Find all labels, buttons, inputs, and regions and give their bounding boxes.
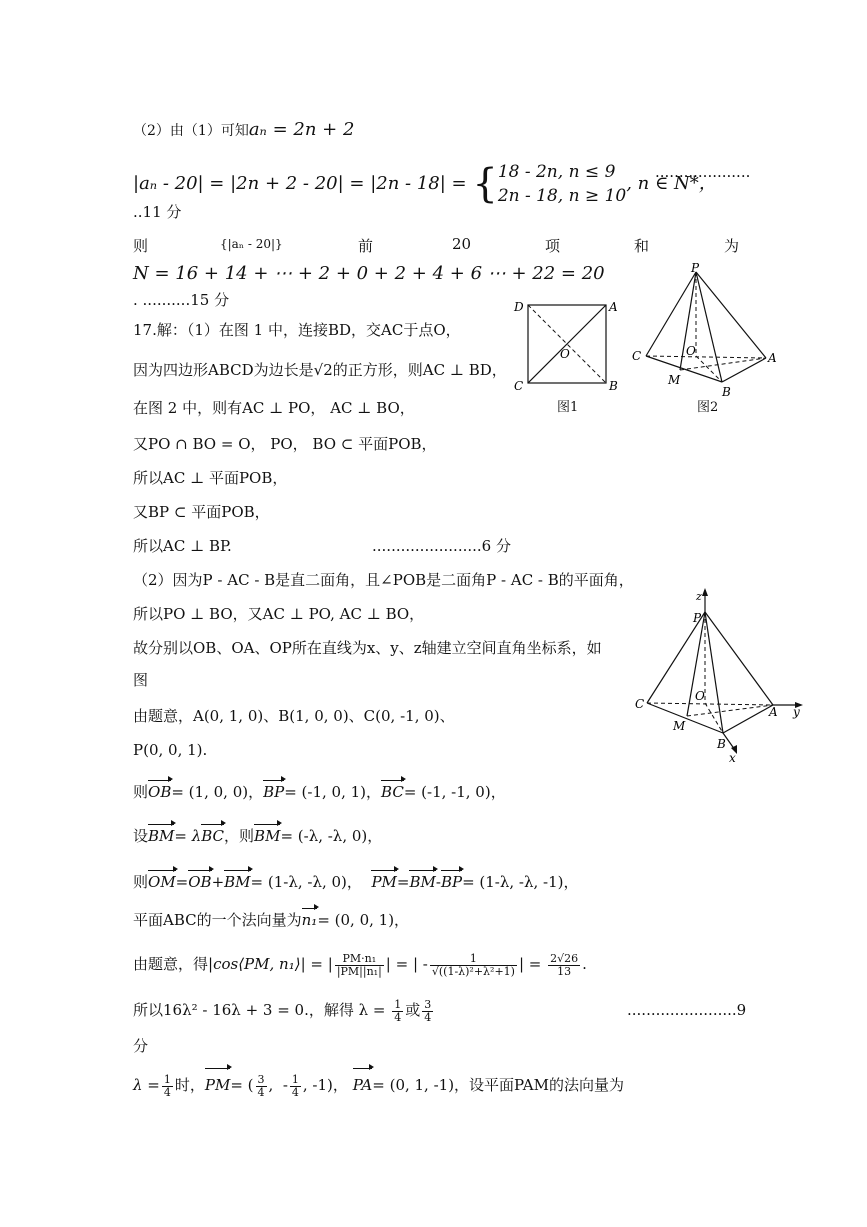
fig2-label: 图2: [697, 400, 719, 415]
figure-3: [625, 588, 805, 768]
qian: 前: [358, 237, 374, 255]
vector-line3: 则OM=OB+BM= (1-λ, -λ, 0)， PM=BM-BP= (1-λ, -λ, -1)，: [133, 873, 579, 891]
q17-line2: 因为四边形ABCD为边长是√2的正方形，则AC ⊥ BD，: [133, 361, 507, 379]
fig3-label-B: B: [717, 737, 726, 751]
fig1-label-O: O: [560, 347, 570, 361]
wei: 为: [724, 237, 740, 255]
score-15: . ..........15 分: [133, 291, 230, 309]
fig1-label-B: B: [609, 379, 618, 393]
fig3-label-M: M: [673, 719, 686, 733]
fig2-label-P: P: [691, 261, 700, 275]
fig3-label-P: P: [693, 611, 702, 625]
score-6: .......................6 分: [372, 537, 511, 555]
q17-line1: 17.解：（1）在图 1 中，连接BD，交AC于点O，: [133, 321, 461, 339]
dots-a: ....................: [655, 163, 751, 181]
q17-line5: 所以AC ⊥ 平面POB，: [133, 469, 288, 487]
fig2-label-B: B: [722, 385, 731, 399]
score-11: ..11 分: [133, 203, 182, 221]
p2-line3: 故分别以OB、OA、OP所在直线为x、y、z轴建立空间直角坐标系，如: [133, 639, 602, 657]
cos-line: 由题意，得|cos⟨PM, n₁⟩| = | $\frac{\text{PM·n₁}}{\text{|PM||n₁|}}$ | = | - $\frac{1}{\text{√((1-λ)²+λ²+1)}}$ | = $\frac{2√26}{13}$ .: [133, 951, 587, 978]
seq-label: {|aₙ - 20|}: [220, 237, 283, 251]
fen: 分: [133, 1037, 149, 1055]
fig1-label-A: A: [609, 300, 618, 314]
last-line: λ = $\frac{1}{4}$ 时，PM= ( $\frac{3}{4}$ , - $\frac{1}{4}$ , -1)， PA= (0, 1, -1)，设平面PAM的法向量为: [133, 1070, 624, 1100]
q17-line7: 所以AC ⊥ BP.: [133, 537, 232, 555]
p2-line1: （2）因为P - AC - B是直二面角，且∠POB是二面角P - AC - B的平面角，: [133, 571, 634, 589]
fig3-label-x: x: [729, 751, 736, 765]
normal-line: 平面ABC的一个法向量为n₁= (0, 0, 1)，: [133, 911, 410, 929]
vector-line1: 则OB= (1, 0, 0)，BP= (-1, 0, 1)，BC= (-1, -1, 0)，: [133, 783, 506, 801]
fig1-label-C: C: [514, 379, 524, 393]
p2-intro: （2）由（1）可知aₙ = 2n + 2: [133, 119, 355, 140]
p2-line4: 图: [133, 671, 149, 689]
score-9: .......................9: [627, 1001, 747, 1019]
fig2-label-A: A: [768, 351, 777, 365]
fig1-label-D: D: [514, 300, 524, 314]
solve-line: 所以16λ² - 16λ + 3 = 0.，解得 λ = $\frac{1}{4}$ 或 $\frac{3}{4}$: [133, 997, 432, 1024]
he: 和: [634, 237, 650, 255]
fig3-label-C: C: [635, 697, 645, 711]
fig2-label-M: M: [668, 373, 681, 387]
vector-line2: 设BM= λBC，则BM= (-λ, -λ, 0)，: [133, 827, 383, 845]
figure-2: [628, 262, 788, 402]
fig3-label-O: O: [695, 689, 705, 703]
fig2-label-C: C: [632, 349, 642, 363]
coords-line: 由题意，A(0, 1, 0)、B(1, 0, 0)、C(0, -1, 0)、: [133, 707, 455, 725]
fig3-label-A: A: [769, 705, 778, 719]
coords-line2: P(0, 0, 1).: [133, 741, 208, 759]
q17-line3: 在图 2 中，则有AC ⊥ PO， AC ⊥ BO，: [133, 399, 415, 417]
ze: 则: [133, 237, 149, 255]
fig3-label-y: y: [793, 705, 800, 719]
fig3-label-z: z: [696, 590, 702, 603]
fig1-label: 图1: [557, 400, 579, 415]
abs-cases: |aₙ - 20| = |2n + 2 - 20| = |2n - 18| = {18 - 2n, n ≤ 9 2n - 18, n ≥ 10, n ∈ N*，: [133, 161, 717, 207]
q17-line6: 又BP ⊂ 平面POB，: [133, 503, 270, 521]
q17-line4: 又PO ∩ BO = O， PO， BO ⊂ 平面POB，: [133, 435, 437, 453]
twenty: 20: [452, 235, 472, 253]
sum-line: N = 16 + 14 + ⋯ + 2 + 0 + 2 + 4 + 6 ⋯ + 22 = 20: [133, 263, 605, 284]
fig2-label-O: O: [686, 344, 696, 358]
p2-line2: 所以PO ⊥ BO，又AC ⊥ PO, AC ⊥ BO，: [133, 605, 425, 623]
xiang: 项: [545, 237, 561, 255]
